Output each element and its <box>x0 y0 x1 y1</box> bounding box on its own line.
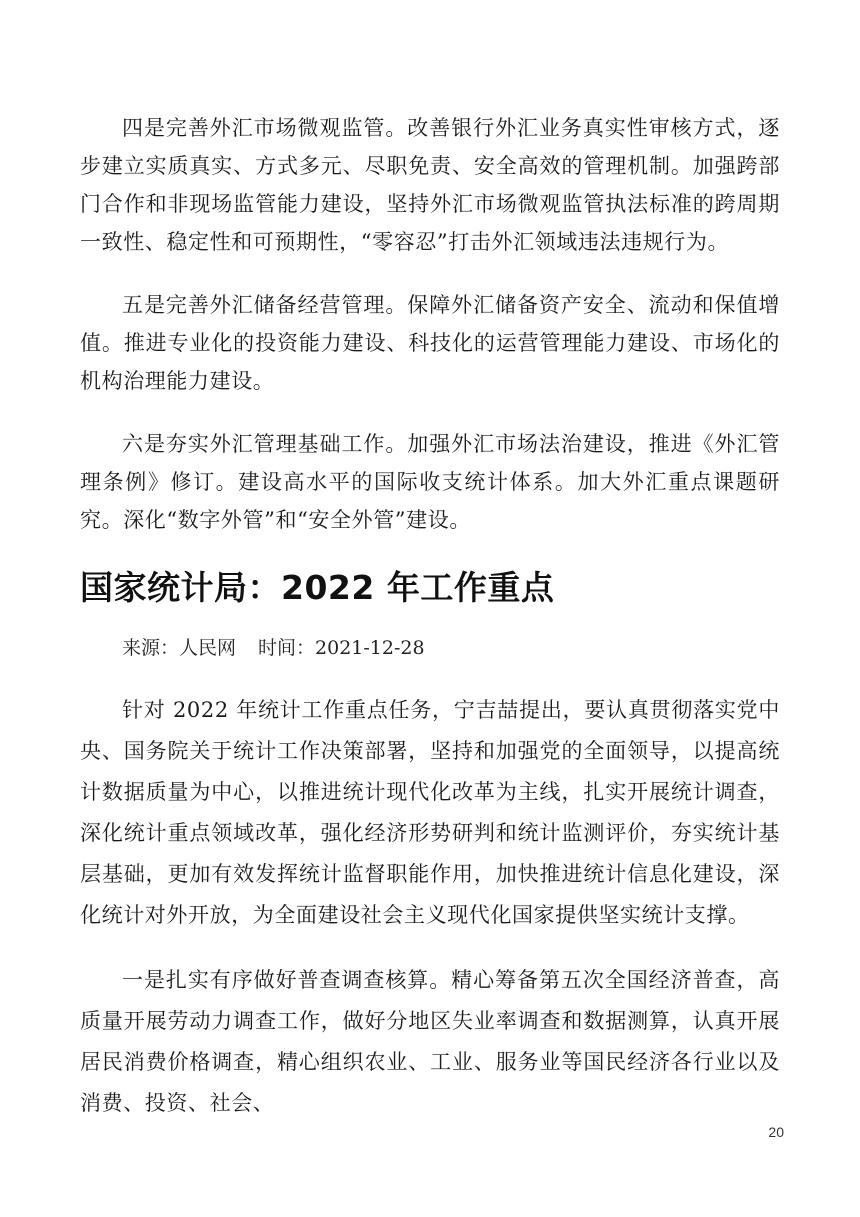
paragraph-item-6: 六是夯实外汇管理基础工作。加强外汇市场法治建设，推进《外汇管理条例》修订。建设高水平的国际收支统计体系。加大外汇重点课题研究。深化“数字外管”和“安全外管”建设。 <box>80 432 780 532</box>
article-paragraph-item-1: 一是扎实有序做好普查调查核算。精心筹备第五次全国经济普查，高质量开展劳动力调查工作，做好分地区失业率调查和数据测算，认真开展居民消费价格调查，精心组织农业、工业、服务业等国民经济各行业以及消费、投资、社会、 <box>80 968 780 1115</box>
paragraph-item-5: 五是完善外汇储备经营管理。保障外汇储备资产安全、流动和保值增值。推进专业化的投资能力建设、科技化的运营管理能力建设、市场化的机构治理能力建设。 <box>80 293 780 393</box>
article-source: 来源：人民网 <box>122 637 237 659</box>
article-paragraph-intro: 针对 2022 年统计工作重点任务，宁吉喆提出，要认真贯彻落实党中央、国务院关于统计工作决策部署，坚持和加强党的全面领导，以提高统计数据质量为中心，以推进统计现代化改革为主线，扎实开展统计调查，深化统计重点领域改革，强化经济形势研判和统计监测评价，夯实统计基层基础，更加有效发挥统计监督职能作用，加快推进统计信息化建设，深化统计对外开放，为全面建设社会主义现代化国家提供坚实统计支撑。 <box>80 698 780 927</box>
article-time: 时间：2021-12-28 <box>258 637 425 659</box>
page-number: 20 <box>768 1124 784 1140</box>
article-meta <box>122 630 425 666</box>
article-title: 国家统计局：2022 年工作重点 <box>80 568 555 607</box>
paragraph-item-4: 四是完善外汇市场微观监管。改善银行外汇业务真实性审核方式，逐步建立实质真实、方式多元、尽职免责、安全高效的管理机制。加强跨部门合作和非现场监管能力建设，坚持外汇市场微观监管执法标准的跨周期一致性、稳定性和可预期性，“零容忍”打击外汇领域违法违规行为。 <box>80 116 780 254</box>
